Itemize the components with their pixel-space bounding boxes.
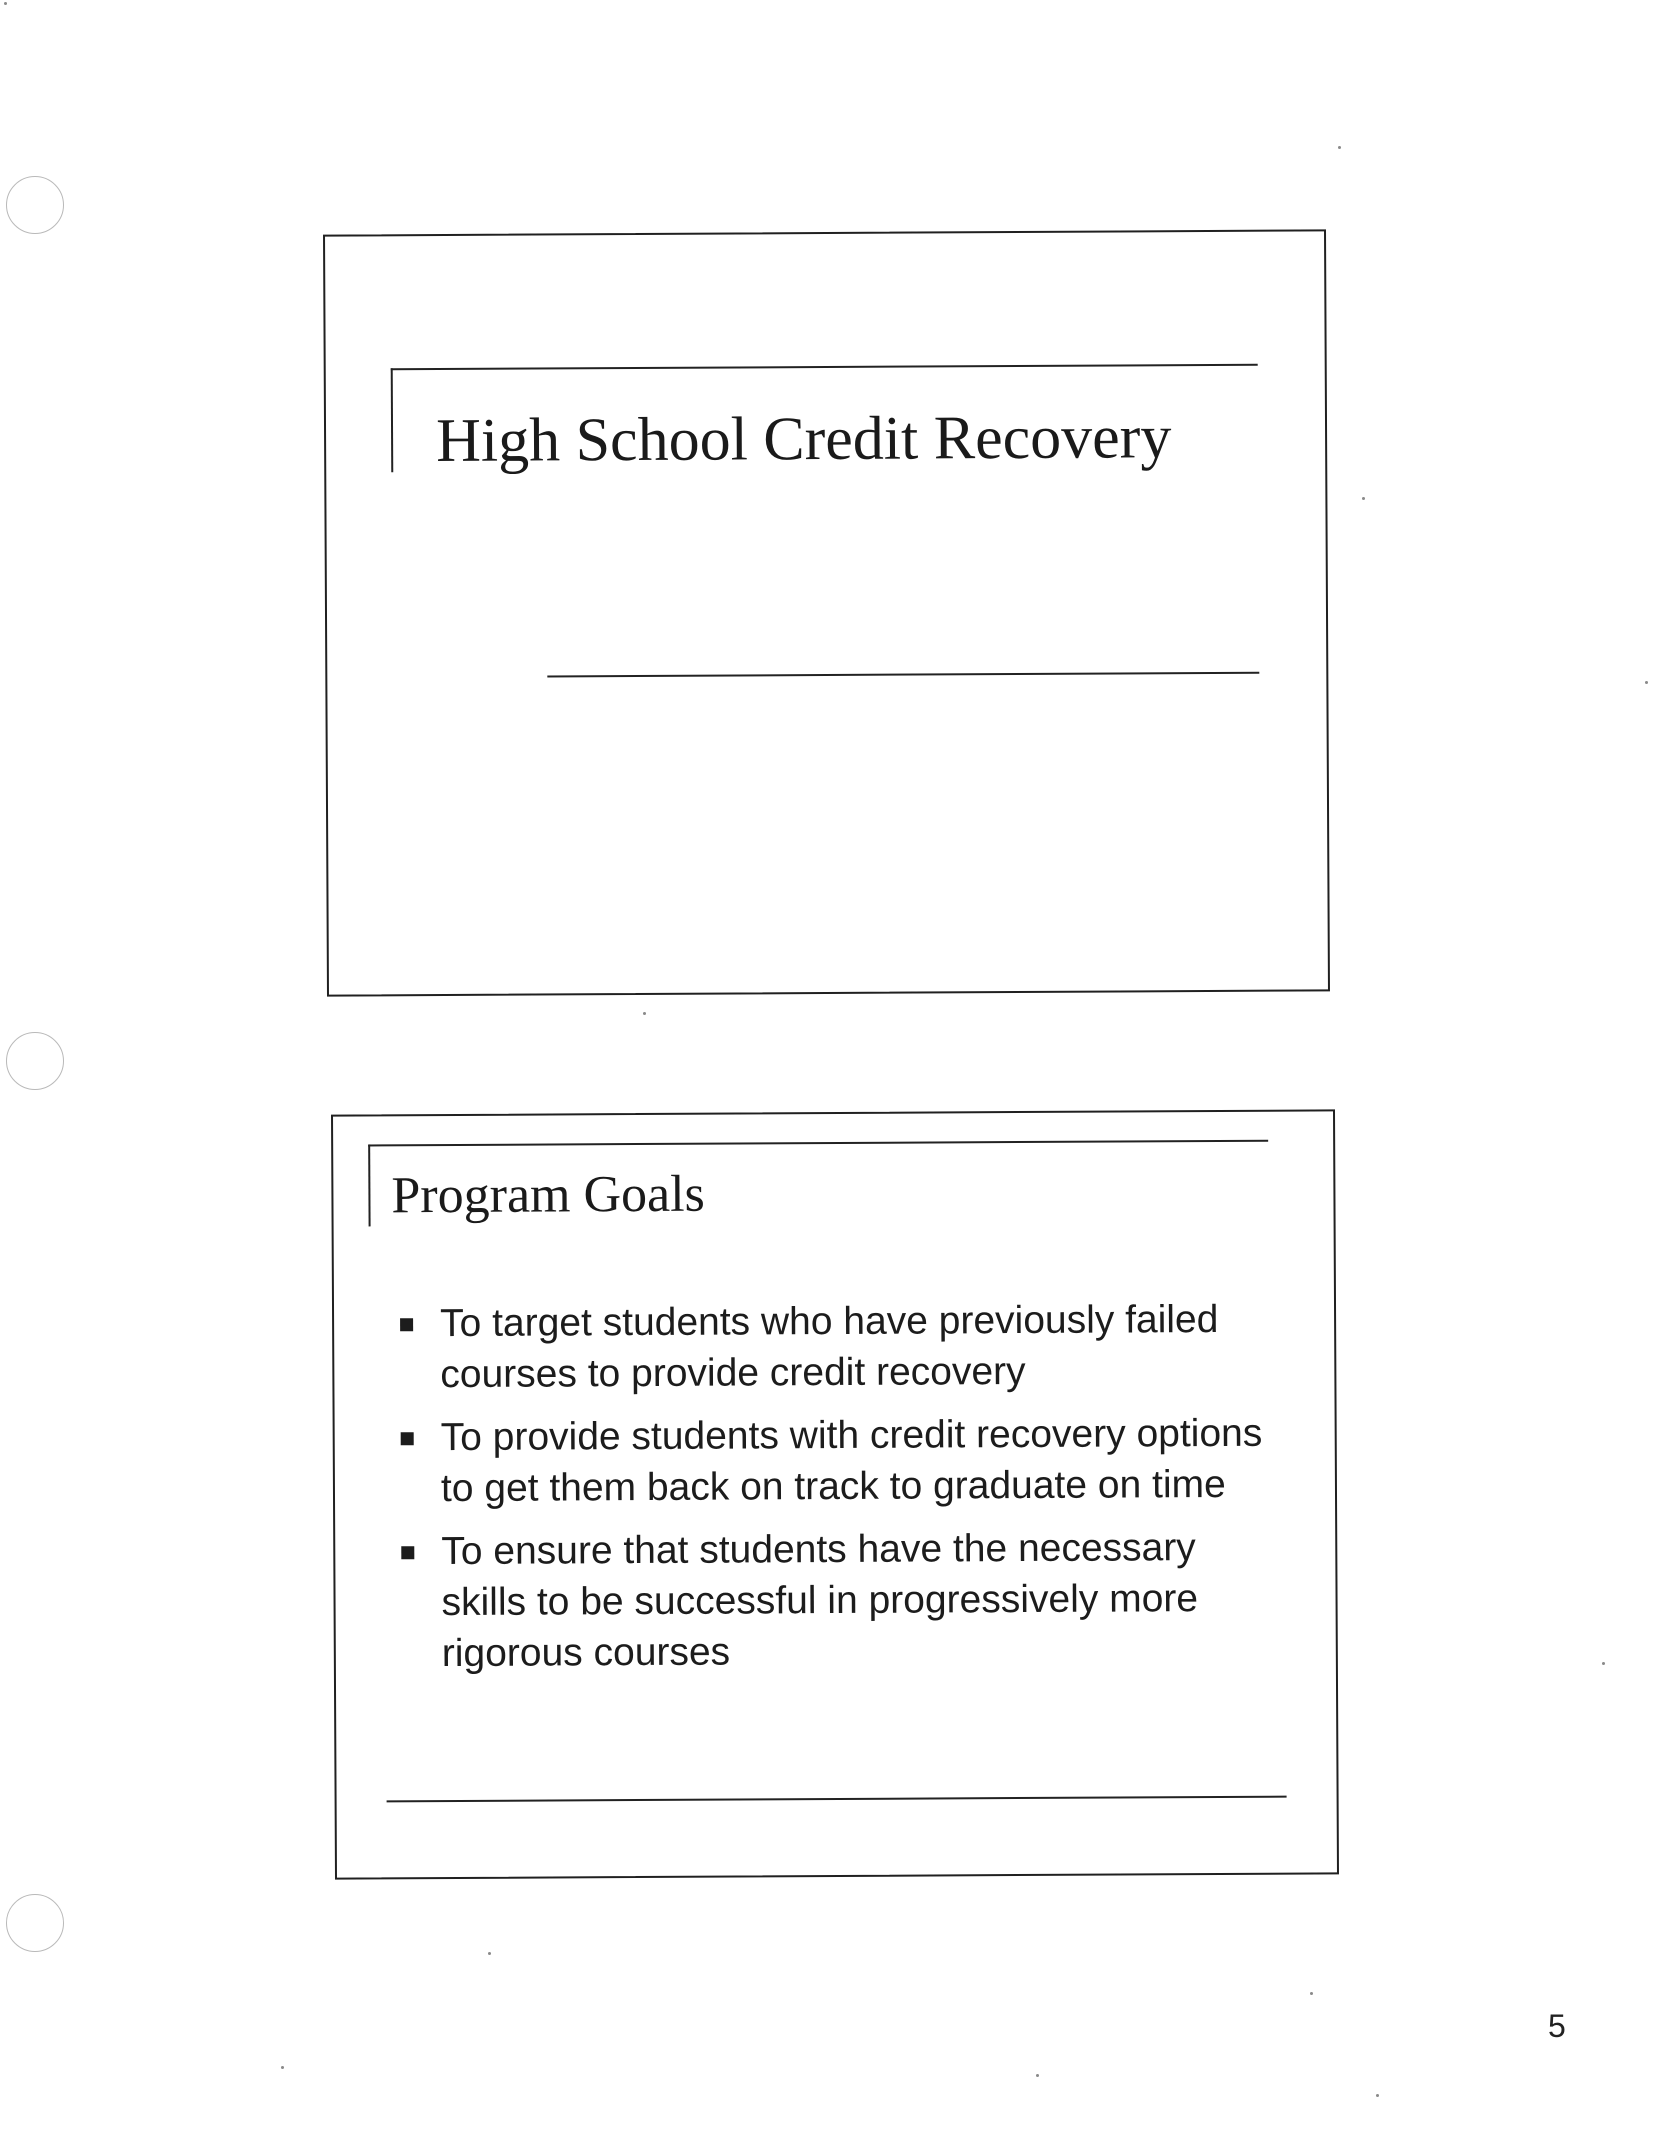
- title-top-rule: [391, 364, 1258, 371]
- punch-hole-middle: [6, 1032, 64, 1090]
- punch-hole-bottom: [6, 1894, 64, 1952]
- square-bullet-icon: [400, 1318, 413, 1331]
- scan-speck: [1362, 497, 1365, 500]
- title-top-rule: [368, 1140, 1268, 1147]
- footer-rule: [387, 1796, 1287, 1803]
- list-item: [390, 1294, 1271, 1401]
- scan-speck: [1036, 2074, 1039, 2077]
- title-left-rule: [391, 368, 394, 472]
- slide-program-goals: [331, 1109, 1339, 1879]
- list-item: [391, 1408, 1272, 1515]
- scan-speck: [281, 2066, 284, 2069]
- bullet-text: To provide students with credit recovery options to get them back on track to graduate on time: [440, 1411, 1263, 1511]
- slide-title: High School Credit Recovery: [435, 403, 1172, 476]
- scan-speck: [643, 1012, 646, 1015]
- subtitle-rule: [547, 672, 1259, 678]
- slide-title: Program Goals: [391, 1165, 705, 1225]
- scan-speck: [1602, 1662, 1605, 1665]
- scan-speck: [1645, 681, 1648, 684]
- scan-speck: [1310, 1992, 1313, 1995]
- punch-hole-top: [6, 176, 64, 234]
- goals-list: [390, 1294, 1272, 1692]
- square-bullet-icon: [401, 1432, 414, 1445]
- scan-speck: [1338, 146, 1341, 149]
- square-bullet-icon: [401, 1546, 414, 1559]
- page-number: 5: [1548, 2008, 1566, 2044]
- scan-speck: [488, 1952, 491, 1955]
- bullet-text: To ensure that students have the necessary skills to be successful in progressively more rigorous courses: [441, 1526, 1199, 1676]
- list-item: [391, 1522, 1272, 1680]
- slide-title-slide: [323, 229, 1330, 996]
- title-left-rule: [368, 1144, 370, 1226]
- scan-speck: [1376, 2094, 1379, 2097]
- scan-speck: [4, 2, 7, 5]
- bullet-text: To target students who have previously failed courses to provide credit recovery: [439, 1297, 1219, 1397]
